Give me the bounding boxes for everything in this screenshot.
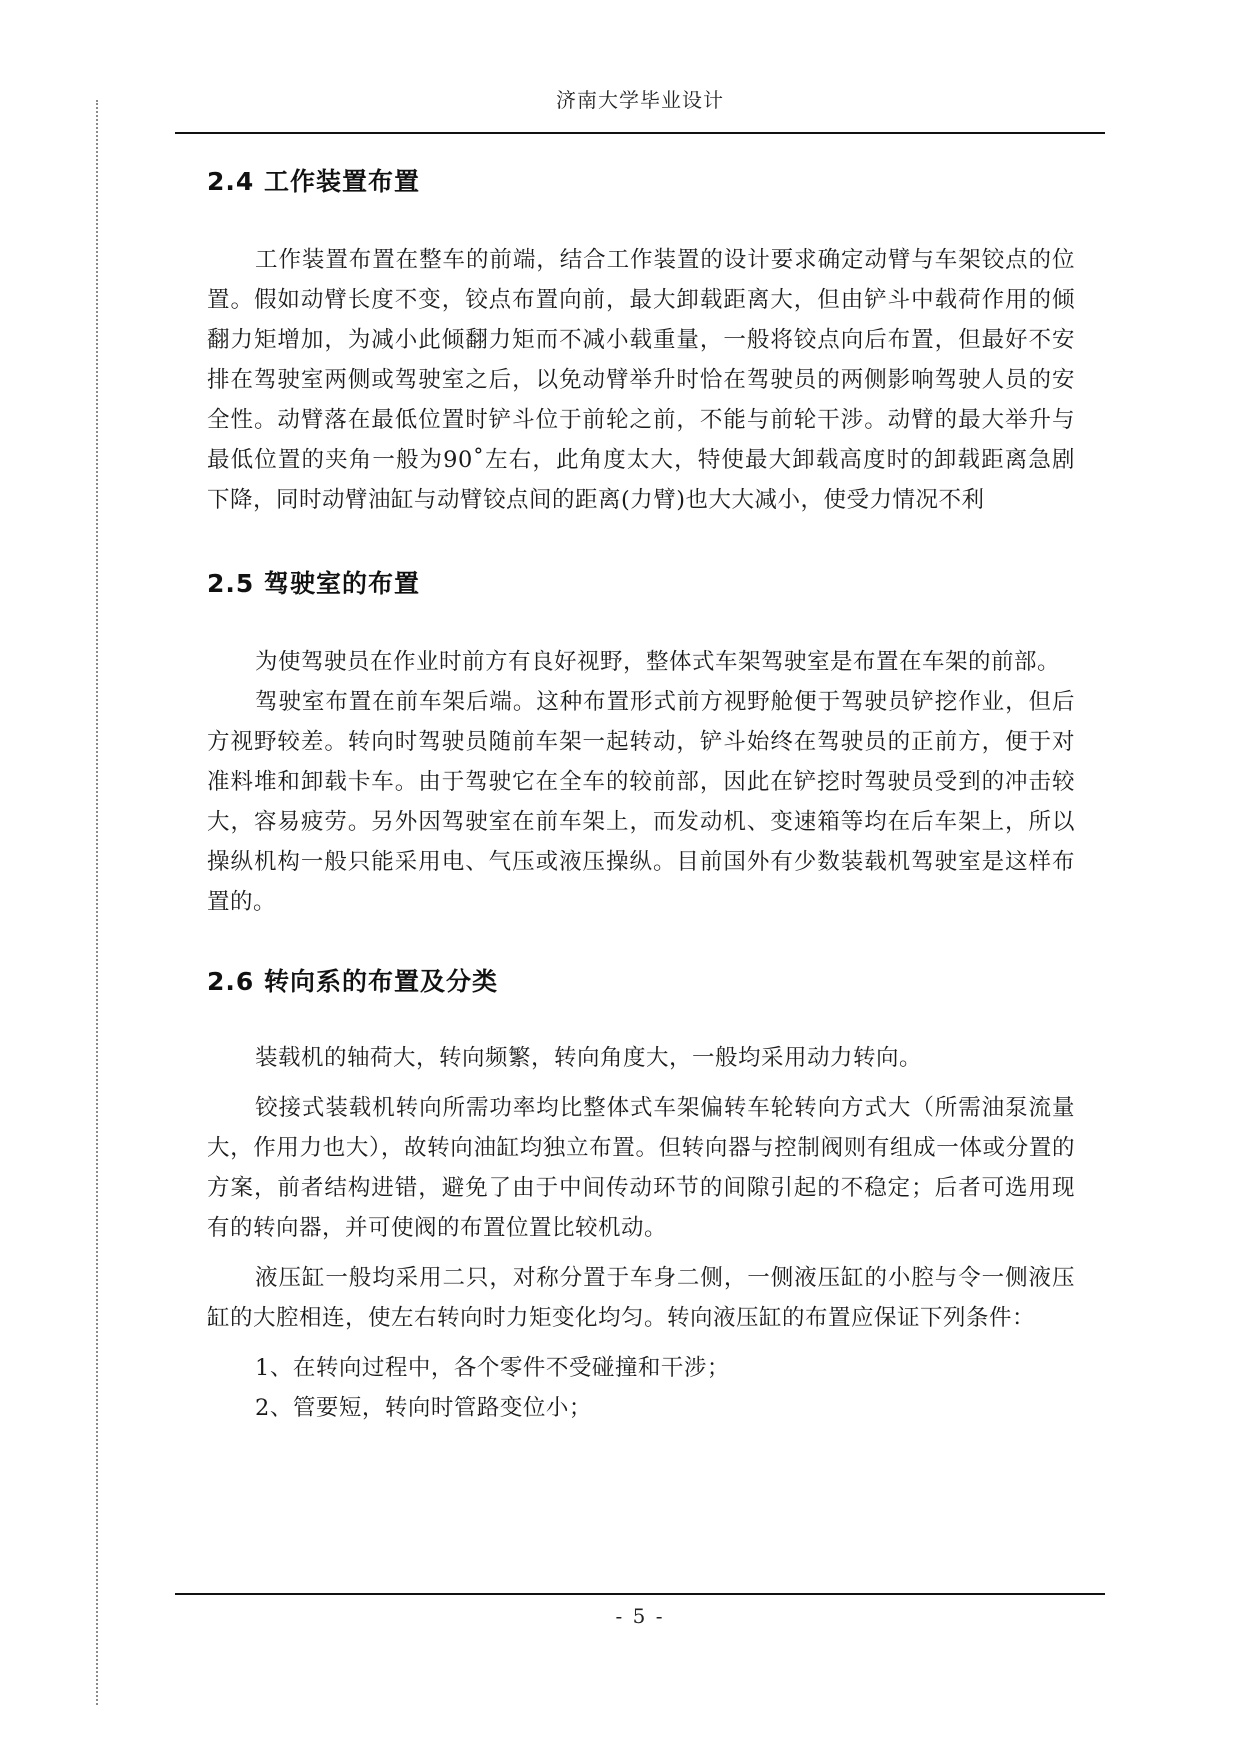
- paragraph-2-4-1: 工作装置布置在整车的前端，结合工作装置的设计要求确定动臂与车架铰点的位置。假如动臂长度不变，铰点布置向前，最大卸载距离大，但由铲斗中载荷作用的倾翻力矩增加，为减小此倾翻力矩而不减小载重量，一般将铰点向后布置，但最好不安排在驾驶室两侧或驾驶室之后，以免动臂举升时恰在驾驶员的两侧影响驾驶人员的安全性。动臂落在最低位置时铲斗位于前轮之前，不能与前轮干涉。动臂的最大举升与最低位置的夹角一般为90˚左右，此角度太大，特使最大卸载高度时的卸载距离急剧下降，同时动臂油缸与动臂铰点间的距离(力臂)也大大减小，使受力情况不利: [207, 247, 1075, 513]
- running-header: 济南大学毕业设计: [556, 88, 724, 112]
- paragraph-2-6-3: 液压缸一般均采用二只，对称分置于车身二侧，一侧液压缸的小腔与令一侧液压缸的大腔相连，使左右转向时力矩变化均匀。转向液压缸的布置应保证下列条件：: [207, 1265, 1075, 1331]
- list-item: 1、在转向过程中，各个零件不受碰撞和干涉；: [255, 1355, 730, 1381]
- section-heading-2-6: 2.6 转向系的布置及分类: [207, 967, 498, 996]
- footer-rule: [175, 1593, 1105, 1595]
- list-item: 2、管要短，转向时管路变位小；: [255, 1395, 592, 1421]
- section-heading-2-5: 2.5 驾驶室的布置: [207, 569, 420, 598]
- paragraph-2-5-2: 驾驶室布置在前车架后端。这种布置形式前方视野舱便于驾驶员铲挖作业，但后方视野较差。转向时驾驶员随前车架一起转动，铲斗始终在驾驶员的正前方，便于对准料堆和卸载卡车。由于驾驶它在全车的较前部，因此在铲挖时驾驶员受到的冲击较大，容易疲劳。另外因驾驶室在前车架上，而发动机、变速箱等均在后车架上，所以操纵机构一般只能采用电、气压或液压操纵。目前国外有少数装载机驾驶室是这样布置的。: [207, 689, 1075, 915]
- binding-dotted-line: [96, 100, 98, 1705]
- paragraph-2-6-2: 铰接式装载机转向所需功率均比整体式车架偏转车轮转向方式大（所需油泵流量大，作用力也大），故转向油缸均独立布置。但转向器与控制阀则有组成一体或分置的方案，前者结构进错，避免了由于中间传动环节的间隙引起的不稳定；后者可选用现有的转向器，并可使阀的布置位置比较机动。: [207, 1095, 1075, 1241]
- header-rule: [175, 132, 1105, 134]
- page-number: - 5 -: [615, 1604, 665, 1628]
- section-heading-2-4: 2.4 工作装置布置: [207, 167, 420, 196]
- page-body: [207, 162, 1075, 1428]
- paragraph-2-5-1: 为使驾驶员在作业时前方有良好视野，整体式车架驾驶室是布置在车架的前部。: [255, 649, 1061, 675]
- paragraph-2-6-1: 装载机的轴荷大，转向频繁，转向角度大，一般均采用动力转向。: [255, 1045, 923, 1071]
